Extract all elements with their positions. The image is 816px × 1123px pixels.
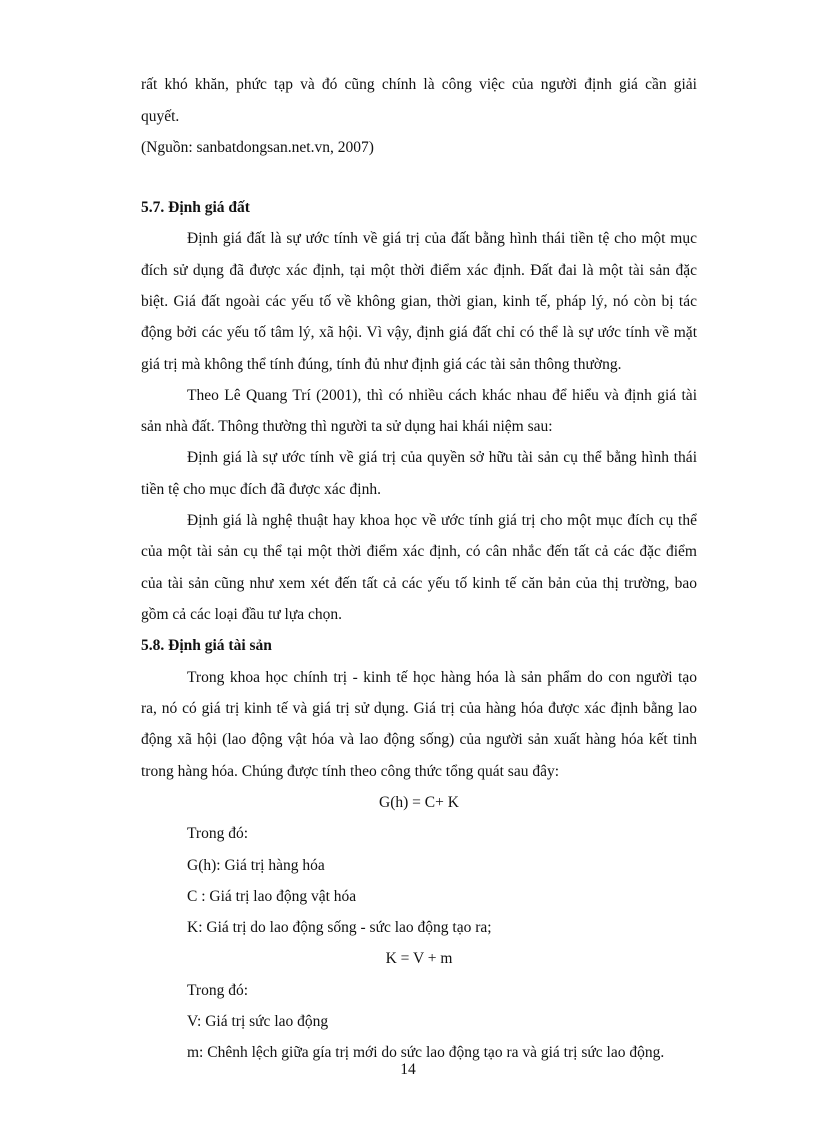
page-number: 14: [400, 1061, 416, 1078]
text-line: ra, nó có giá trị kinh tế và giá trị sử dụng. Giá trị của hàng hóa được xác định bằng lao: [141, 700, 697, 717]
text-line: Trong đó:: [187, 825, 249, 842]
text-line: Định giá là nghệ thuật hay khoa học về ước tính giá trị cho một mục đích cụ thể: [187, 512, 697, 529]
text-line: Định giá là sự ước tính về giá trị của quyền sở hữu tài sản cụ thể bằng hình thái: [187, 449, 697, 466]
text-line: tiền tệ cho mục đích đã được xác định.: [141, 481, 381, 498]
formula-gh: G(h) = C+ K: [379, 794, 459, 811]
text-line: giá trị mà không thể tính đúng, tính đủ như định giá các tài sản thông thường.: [141, 356, 622, 373]
text-line: của tài sản cũng như xem xét đến tất cả các yếu tố kinh tế căn bản của thị trường, bao: [141, 575, 697, 592]
text-line: gồm cả các loại đầu tư lựa chọn.: [141, 606, 343, 623]
text-line: Theo Lê Quang Trí (2001), thì có nhiều cách khác nhau để hiểu và định giá tài: [187, 387, 697, 404]
source-citation: (Nguồn: sanbatdongsan.net.vn, 2007): [141, 139, 374, 156]
text-line: biệt. Giá đất ngoài các yếu tố về không gian, thời gian, kinh tế, pháp lý, nó còn bị tác: [141, 293, 697, 310]
text-line: đích sử dụng đã được xác định, tại một thời điểm xác định. Đất đai là một tài sản đặc: [141, 262, 697, 279]
formula-k: K = V + m: [385, 950, 453, 967]
text-line: sản nhà đất. Thông thường thì người ta sử dụng hai khái niệm sau:: [141, 418, 553, 435]
text-line: quyết.: [141, 108, 180, 125]
definition-line: m: Chênh lệch giữa gía trị mới do sức lao động tạo ra và giá trị sức lao động.: [187, 1044, 665, 1061]
text-line: Trong khoa học chính trị - kinh tế học hàng hóa là sản phẩm do con người tạo: [187, 669, 697, 686]
definition-line: C : Giá trị lao động vật hóa: [187, 888, 357, 905]
text-line: Trong đó:: [187, 982, 249, 999]
definition-line: K: Giá trị do lao động sống - sức lao động tạo ra;: [187, 919, 492, 936]
text-line: rất khó khăn, phức tạp và đó cũng chính là công việc của người định giá cần giải: [141, 76, 697, 93]
section-heading-5-8: 5.8. Định giá tài sản: [141, 637, 272, 654]
definition-line: V: Giá trị sức lao động: [187, 1013, 329, 1030]
text-line: của một tài sản cụ thể tại một thời điểm xác định, có cân nhắc đến tất cả các đặc điểm: [141, 543, 697, 560]
text-line: động xã hội (lao động vật hóa và lao động sống) của người sản xuất hàng hóa kết tinh: [141, 731, 697, 748]
text-line: Định giá đất là sự ước tính về giá trị của đất bằng hình thái tiền tệ cho một mục: [187, 230, 697, 247]
section-heading-5-7: 5.7. Định giá đất: [141, 199, 250, 216]
text-line: động bởi các yếu tố tâm lý, xã hội. Vì vậy, định giá đất chỉ có thể là sự ước tính về mặt: [141, 324, 697, 341]
text-line: trong hàng hóa. Chúng được tính theo công thức tổng quát sau đây:: [141, 763, 560, 780]
definition-line: G(h): Giá trị hàng hóa: [187, 857, 325, 874]
